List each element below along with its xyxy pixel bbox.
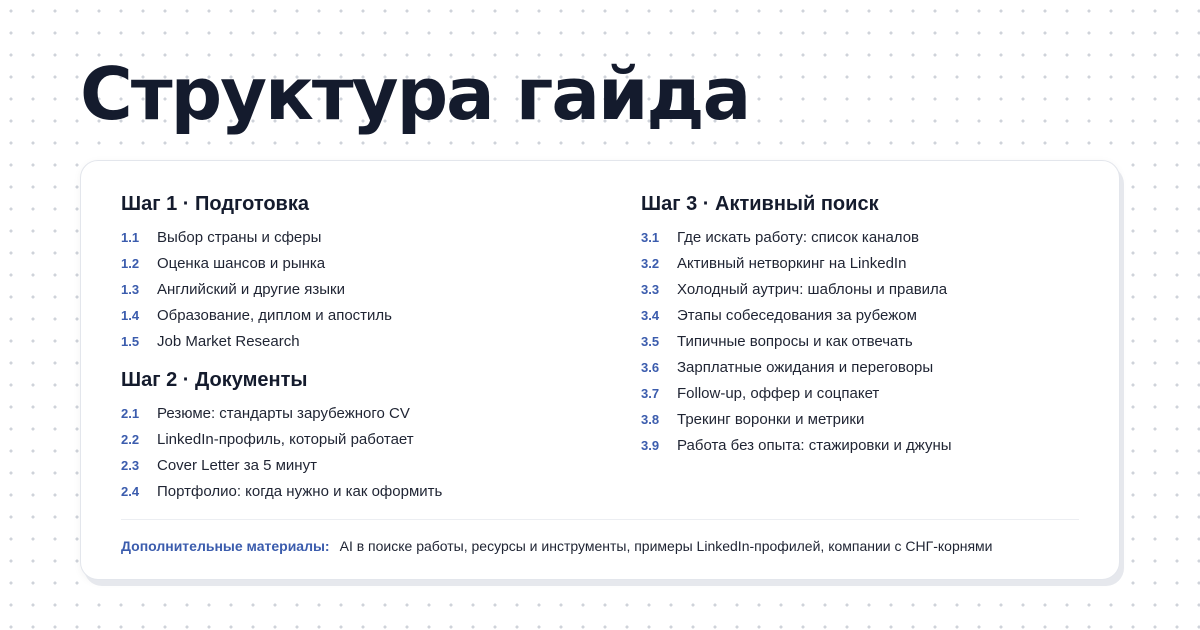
step-2-title: Шаг 2 · Документы <box>121 369 308 391</box>
list-item <box>121 453 601 479</box>
item-text: Зарплатные ожидания и переговоры <box>677 359 934 376</box>
step-3-title: Шаг 3 · Активный поиск <box>641 193 879 215</box>
list-item <box>641 329 1081 355</box>
item-text: Cover Letter за 5 минут <box>157 457 317 474</box>
item-text: Follow-up, оффер и соцпакет <box>677 385 880 402</box>
page-title: Структура гайда <box>80 52 750 136</box>
item-text: Образование, диплом и апостиль <box>157 307 392 324</box>
item-number: 2.1 <box>121 406 140 421</box>
list-item <box>121 225 601 251</box>
item-text: Английский и другие языки <box>157 281 345 298</box>
list-item <box>121 427 601 453</box>
item-text: Резюме: стандарты зарубежного CV <box>157 405 410 422</box>
item-number: 1.3 <box>121 282 140 297</box>
item-text: Холодный аутрич: шаблоны и правила <box>677 281 948 298</box>
left-column <box>121 191 601 505</box>
item-number: 2.2 <box>121 432 140 447</box>
item-number: 2.4 <box>121 484 140 499</box>
additional-materials-label: Дополнительные материалы: <box>121 538 330 554</box>
item-text: Активный нетворкинг на LinkedIn <box>677 255 907 272</box>
item-number: 3.3 <box>641 282 660 297</box>
list-item <box>121 329 601 355</box>
item-number: 1.1 <box>121 230 140 245</box>
list-item <box>641 433 1081 459</box>
item-number: 3.6 <box>641 360 660 375</box>
item-number: 3.5 <box>641 334 660 349</box>
item-text: Трекинг воронки и метрики <box>677 411 865 428</box>
additional-materials <box>121 533 992 559</box>
item-text: Типичные вопросы и как отвечать <box>677 333 913 350</box>
item-text: Портфолио: когда нужно и как оформить <box>157 483 443 500</box>
item-text: LinkedIn-профиль, который работает <box>157 431 414 448</box>
item-number: 2.3 <box>121 458 140 473</box>
list-item <box>641 355 1081 381</box>
step-3-section <box>641 191 1081 459</box>
item-text: Job Market Research <box>157 333 300 350</box>
step-1-section <box>121 191 601 355</box>
step-2-section <box>121 367 601 505</box>
item-text: Оценка шансов и рынка <box>157 255 326 272</box>
list-item <box>121 251 601 277</box>
item-number: 1.2 <box>121 256 140 271</box>
item-number: 3.7 <box>641 386 660 401</box>
list-item <box>641 407 1081 433</box>
item-text: Этапы собеседования за рубежом <box>677 307 917 324</box>
list-item <box>121 303 601 329</box>
item-number: 3.1 <box>641 230 660 245</box>
item-text: Где искать работу: список каналов <box>677 229 920 246</box>
item-number: 1.5 <box>121 334 140 349</box>
list-item <box>641 303 1081 329</box>
item-number: 3.9 <box>641 438 660 453</box>
item-number: 3.2 <box>641 256 660 271</box>
item-number: 3.4 <box>641 308 660 323</box>
list-item <box>121 401 601 427</box>
item-text: Работа без опыта: стажировки и джуны <box>677 437 952 454</box>
list-item <box>641 251 1081 277</box>
step-1-title: Шаг 1 · Подготовка <box>121 193 309 215</box>
guide-structure-card <box>80 160 1120 580</box>
divider <box>121 519 1079 520</box>
item-number: 1.4 <box>121 308 140 323</box>
item-number: 3.8 <box>641 412 660 427</box>
right-column <box>641 191 1081 459</box>
list-item <box>121 479 601 505</box>
list-item <box>641 225 1081 251</box>
additional-materials-text: AI в поиске работы, ресурсы и инструменты, примеры LinkedIn-профилей, компании с СНГ-корнями <box>339 538 993 554</box>
list-item <box>641 381 1081 407</box>
list-item <box>641 277 1081 303</box>
item-text: Выбор страны и сферы <box>157 229 322 246</box>
list-item <box>121 277 601 303</box>
